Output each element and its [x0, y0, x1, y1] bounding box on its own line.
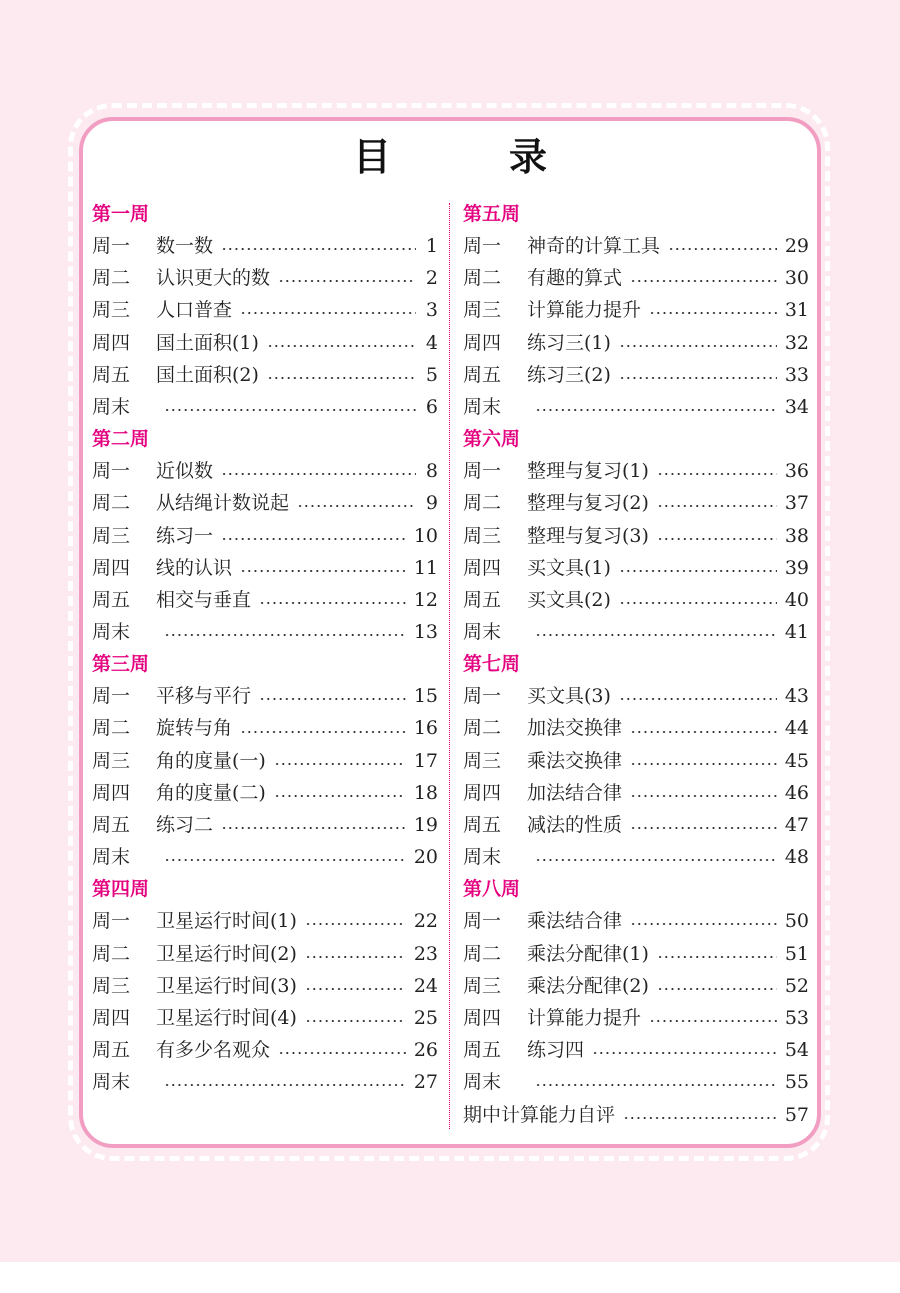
toc-entry[interactable] — [463, 616, 809, 648]
entry-page: 15 — [413, 685, 438, 708]
dot-leader — [657, 472, 777, 476]
dot-leader — [657, 537, 777, 541]
entry-topic: 乘法交换律 — [527, 749, 623, 772]
dot-leader — [619, 697, 777, 701]
toc-entry[interactable] — [463, 777, 809, 809]
entry-topic: 卫星运行时间(4) — [156, 1006, 297, 1029]
entry-day: 周二 — [92, 267, 131, 290]
entry-topic: 买文具(2) — [527, 588, 611, 611]
entry-day: 周四 — [463, 1006, 502, 1029]
entry-day: 周五 — [463, 814, 502, 836]
toc-entry[interactable] — [92, 487, 438, 519]
entry-day: 周二 — [463, 942, 502, 965]
toc-entry[interactable] — [92, 680, 438, 712]
entry-topic: 近似数 — [156, 460, 214, 483]
entry-day: 周二 — [463, 267, 502, 290]
entry-page: 8 — [425, 460, 438, 483]
toc-entry[interactable] — [463, 391, 809, 423]
entry-topic: 整理与复习(2) — [527, 492, 649, 515]
entry-day: 周末 — [463, 1071, 502, 1094]
toc-entry[interactable] — [463, 455, 809, 487]
entry-page: 38 — [784, 524, 809, 547]
entry-day: 周五 — [92, 814, 131, 836]
entry-day: 周五 — [92, 363, 131, 386]
toc-entry[interactable] — [92, 294, 438, 326]
dot-leader — [278, 279, 416, 283]
toc-entry[interactable] — [92, 391, 438, 423]
entry-page: 11 — [413, 556, 438, 579]
toc-entry[interactable] — [92, 262, 438, 294]
toc-entry[interactable] — [92, 905, 438, 937]
toc-entry-final[interactable] — [463, 1099, 809, 1131]
week-heading: 第六周 — [463, 428, 521, 451]
entry-topic: 相交与垂直 — [156, 588, 252, 611]
entry-day: 周末 — [463, 621, 502, 644]
entry-topic: 神奇的计算工具 — [527, 235, 661, 257]
dot-leader — [630, 279, 777, 283]
entry-page: 50 — [784, 910, 809, 933]
dot-leader — [259, 697, 406, 701]
entry-topic: 认识更大的数 — [156, 267, 271, 290]
entry-day: 周三 — [92, 974, 131, 997]
entry-day: 周五 — [92, 588, 131, 611]
entry-day: 周三 — [463, 749, 502, 772]
entry-day: 周四 — [92, 556, 131, 579]
entry-topic: 期中计算能力自评 — [463, 1103, 616, 1126]
entry-topic: 乘法分配律(2) — [527, 974, 649, 997]
entry-topic: 有趣的算式 — [527, 267, 623, 290]
entry-page: 34 — [784, 395, 809, 418]
entry-page: 17 — [413, 749, 438, 772]
dot-leader — [164, 1083, 406, 1087]
entry-page: 41 — [784, 621, 809, 644]
toc-entry[interactable] — [92, 712, 438, 744]
entry-day: 周五 — [463, 363, 502, 386]
entry-page: 57 — [784, 1103, 809, 1126]
entry-page: 53 — [784, 1006, 809, 1029]
entry-day: 周二 — [92, 942, 131, 965]
entry-topic: 人口普查 — [156, 299, 233, 322]
entry-topic: 卫星运行时间(1) — [156, 910, 297, 933]
entry-topic: 旋转与角 — [156, 717, 233, 740]
toc-entry[interactable] — [92, 552, 438, 584]
entry-topic: 角的度量(一) — [156, 749, 266, 772]
entry-page: 3 — [425, 299, 438, 322]
entry-page: 5 — [425, 363, 438, 386]
entry-page: 19 — [413, 814, 438, 836]
week-heading: 第一周 — [92, 203, 150, 225]
entry-page: 29 — [784, 235, 809, 257]
entry-day: 周一 — [92, 460, 131, 483]
dot-leader — [630, 730, 777, 734]
dot-leader — [649, 1019, 777, 1023]
entry-topic: 整理与复习(1) — [527, 460, 649, 483]
entry-day: 周四 — [463, 781, 502, 804]
entry-topic: 卫星运行时间(3) — [156, 974, 297, 997]
dot-leader — [305, 955, 406, 959]
dot-leader — [240, 311, 416, 315]
entry-page: 45 — [784, 749, 809, 772]
entry-topic: 数一数 — [156, 235, 214, 257]
toc-entry[interactable] — [463, 841, 809, 873]
dot-leader — [164, 633, 406, 637]
entry-day: 周末 — [92, 621, 131, 644]
entry-day: 周二 — [92, 717, 131, 740]
entry-day: 周五 — [92, 1039, 131, 1062]
entry-day: 周末 — [92, 846, 131, 869]
dot-leader — [535, 633, 777, 637]
toc-entry[interactable] — [463, 262, 809, 294]
entry-page: 9 — [425, 492, 438, 515]
toc-entry[interactable] — [463, 1002, 809, 1034]
entry-topic: 乘法分配律(1) — [527, 942, 649, 965]
entry-topic: 练习二 — [156, 814, 214, 836]
dot-leader — [267, 376, 416, 380]
toc-entry[interactable] — [463, 905, 809, 937]
entry-topic: 角的度量(二) — [156, 781, 266, 804]
entry-page: 39 — [784, 556, 809, 579]
dot-leader — [164, 408, 416, 412]
dot-leader — [592, 1051, 777, 1055]
week-heading: 第二周 — [92, 428, 150, 451]
entry-page: 1 — [425, 235, 438, 257]
dot-leader — [297, 504, 416, 508]
entry-topic: 国土面积(1) — [156, 331, 259, 354]
entry-day: 周末 — [463, 846, 502, 869]
entry-day: 周三 — [463, 524, 502, 547]
entry-day: 周一 — [92, 235, 131, 257]
entry-topic: 卫星运行时间(2) — [156, 942, 297, 965]
entry-day: 周四 — [463, 331, 502, 354]
entry-day: 周末 — [92, 1071, 131, 1094]
dot-leader — [619, 376, 777, 380]
dot-leader — [619, 344, 777, 348]
toc-entry[interactable] — [463, 1066, 809, 1098]
dot-leader — [668, 247, 777, 251]
entry-page: 10 — [413, 524, 438, 547]
entry-topic: 加法结合律 — [527, 781, 623, 804]
column-divider — [449, 203, 450, 1129]
entry-topic: 买文具(3) — [527, 685, 611, 708]
dot-leader — [305, 987, 406, 991]
toc-entry[interactable] — [463, 809, 809, 841]
week-heading: 第八周 — [463, 878, 521, 901]
entry-page: 46 — [784, 781, 809, 804]
entry-page: 24 — [413, 974, 438, 997]
entry-day: 周一 — [463, 910, 502, 933]
entry-topic: 从结绳计数说起 — [156, 492, 290, 515]
toc-entry[interactable] — [92, 777, 438, 809]
week-heading: 第五周 — [463, 203, 521, 225]
toc-entry[interactable] — [92, 584, 438, 616]
entry-topic: 减法的性质 — [527, 814, 623, 836]
toc-entry[interactable] — [92, 455, 438, 487]
dot-leader — [649, 311, 777, 315]
bottom-band — [0, 1262, 900, 1293]
toc-entry[interactable] — [92, 1002, 438, 1034]
entry-day: 周一 — [92, 685, 131, 708]
dot-leader — [630, 826, 777, 830]
toc-entry[interactable] — [92, 841, 438, 873]
entry-day: 周三 — [92, 749, 131, 772]
entry-page: 23 — [413, 942, 438, 965]
entry-page: 26 — [413, 1039, 438, 1062]
entry-day: 周二 — [92, 492, 131, 515]
dot-leader — [164, 858, 406, 862]
entry-page: 27 — [413, 1071, 438, 1094]
entry-topic: 练习三(1) — [527, 331, 611, 354]
toc-entry[interactable] — [92, 745, 438, 777]
dot-leader — [274, 762, 406, 766]
entry-page: 31 — [784, 299, 809, 322]
toc-entry[interactable] — [463, 294, 809, 326]
toc-entry[interactable] — [92, 520, 438, 552]
dot-leader — [619, 601, 777, 605]
entry-page: 40 — [784, 588, 809, 611]
dot-leader — [221, 247, 416, 251]
entry-topic: 整理与复习(3) — [527, 524, 649, 547]
dot-leader — [305, 1019, 406, 1023]
dot-leader — [623, 1116, 777, 1120]
entry-page: 52 — [784, 974, 809, 997]
entry-topic: 乘法结合律 — [527, 910, 623, 933]
dot-leader — [221, 537, 406, 541]
toc-entry[interactable] — [463, 938, 809, 970]
toc-entry[interactable] — [463, 1034, 809, 1066]
toc-entry[interactable] — [463, 584, 809, 616]
entry-topic: 计算能力提升 — [527, 1006, 642, 1029]
dot-leader — [259, 601, 406, 605]
toc-entry[interactable] — [463, 520, 809, 552]
entry-page: 25 — [413, 1006, 438, 1029]
entry-topic: 国土面积(2) — [156, 363, 259, 386]
dot-leader — [657, 987, 777, 991]
entry-page: 43 — [784, 685, 809, 708]
toc-entry[interactable] — [463, 327, 809, 359]
entry-topic: 练习四 — [527, 1039, 585, 1062]
entry-page: 33 — [784, 363, 809, 386]
toc-entry[interactable] — [92, 616, 438, 648]
entry-day: 周一 — [463, 685, 502, 708]
entry-topic: 有多少名观众 — [156, 1039, 271, 1062]
entry-page: 6 — [425, 395, 438, 418]
entry-page: 54 — [784, 1039, 809, 1062]
entry-page: 12 — [413, 588, 438, 611]
entry-day: 周四 — [92, 1006, 131, 1029]
dot-leader — [630, 794, 777, 798]
entry-page: 48 — [784, 846, 809, 869]
dot-leader — [535, 1083, 777, 1087]
entry-day: 周三 — [92, 524, 131, 547]
entry-topic: 练习一 — [156, 524, 214, 547]
entry-page: 51 — [784, 942, 809, 965]
entry-page: 36 — [784, 460, 809, 483]
entry-page: 47 — [784, 814, 809, 836]
toc-entry[interactable] — [463, 359, 809, 391]
toc-entry[interactable] — [463, 680, 809, 712]
entry-day: 周二 — [463, 492, 502, 515]
entry-day: 周二 — [463, 717, 502, 740]
toc-entry[interactable] — [92, 1066, 438, 1098]
toc-entry[interactable] — [463, 970, 809, 1002]
toc-entry[interactable] — [92, 230, 438, 262]
entry-day: 周末 — [463, 395, 502, 418]
entry-topic: 练习三(2) — [527, 363, 611, 386]
toc-entry[interactable] — [463, 552, 809, 584]
entry-day: 周末 — [92, 395, 131, 418]
entry-page: 55 — [784, 1071, 809, 1094]
entry-page: 4 — [425, 331, 438, 354]
entry-topic: 平移与平行 — [156, 685, 252, 708]
week-heading: 第七周 — [463, 653, 521, 676]
dot-leader — [221, 472, 416, 476]
entry-day: 周一 — [463, 235, 502, 257]
dot-leader — [630, 762, 777, 766]
toc-entry[interactable] — [463, 487, 809, 519]
entry-page: 18 — [413, 781, 438, 804]
page-title: 目 录 — [352, 134, 587, 179]
entry-page: 13 — [413, 621, 438, 644]
toc-entry[interactable] — [463, 230, 809, 262]
entry-page: 32 — [784, 331, 809, 354]
entry-day: 周一 — [463, 460, 502, 483]
entry-page: 37 — [784, 492, 809, 515]
dot-leader — [240, 569, 406, 573]
toc-entry[interactable] — [92, 359, 438, 391]
week-heading: 第三周 — [92, 653, 150, 676]
entry-day: 周三 — [92, 299, 131, 322]
entry-topic: 线的认识 — [156, 556, 233, 579]
dot-leader — [267, 344, 416, 348]
dot-leader — [221, 826, 406, 830]
entry-page: 30 — [784, 267, 809, 290]
entry-topic: 买文具(1) — [527, 556, 611, 579]
dot-leader — [630, 922, 777, 926]
toc-entry[interactable] — [92, 327, 438, 359]
entry-day: 周四 — [92, 331, 131, 354]
entry-topic: 加法交换律 — [527, 717, 623, 740]
entry-day: 周五 — [463, 1039, 502, 1062]
dot-leader — [657, 504, 777, 508]
entry-topic: 计算能力提升 — [527, 299, 642, 322]
entry-day: 周三 — [463, 974, 502, 997]
toc-entry[interactable] — [92, 938, 438, 970]
entry-page: 44 — [784, 717, 809, 740]
dot-leader — [305, 922, 406, 926]
dot-leader — [278, 1051, 406, 1055]
entry-page: 16 — [413, 717, 438, 740]
dot-leader — [240, 730, 406, 734]
toc-entry[interactable] — [92, 809, 438, 841]
entry-day: 周三 — [463, 299, 502, 322]
entry-day: 周四 — [463, 556, 502, 579]
dot-leader — [535, 858, 777, 862]
entry-day: 周一 — [92, 910, 131, 933]
entry-day: 周四 — [92, 781, 131, 804]
toc-entry[interactable] — [92, 970, 438, 1002]
dot-leader — [274, 794, 406, 798]
entry-day: 周五 — [463, 588, 502, 611]
left-column — [92, 198, 438, 1099]
toc-entry[interactable] — [463, 745, 809, 777]
dot-leader — [619, 569, 777, 573]
dot-leader — [535, 408, 777, 412]
right-column — [463, 198, 809, 1131]
dot-leader — [657, 955, 777, 959]
week-heading: 第四周 — [92, 878, 150, 901]
entry-page: 20 — [413, 846, 438, 869]
entry-page: 22 — [413, 910, 438, 933]
toc-entry[interactable] — [463, 712, 809, 744]
entry-page: 2 — [425, 267, 438, 290]
toc-entry[interactable] — [92, 1034, 438, 1066]
